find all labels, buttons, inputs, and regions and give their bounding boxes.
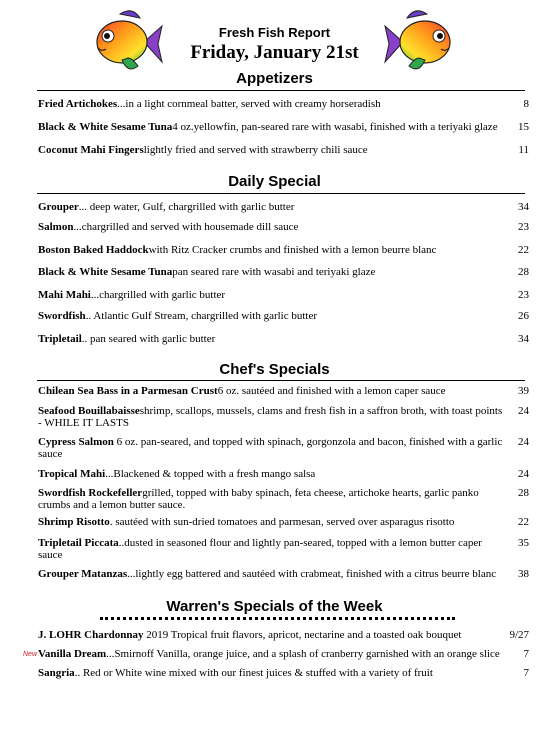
menu-item (38, 221, 508, 233)
menu-item (38, 333, 508, 345)
item-desc: .. Red or White wine mixed with our finest juices & stuffed with a variety of fruit (74, 667, 433, 679)
item-price: 8 (523, 98, 529, 110)
item-price: 24 (518, 405, 529, 417)
item-price: 11 (518, 144, 529, 156)
item-price: 24 (518, 468, 529, 480)
menu-item (38, 310, 508, 322)
menu-item (38, 648, 508, 660)
item-name: Shrimp Risotto (38, 516, 110, 528)
item-name: Salmon (38, 221, 74, 233)
item-desc: ...lightly egg battered and sautéed with crabmeat, finished with a citrus beurre blanc (127, 568, 497, 580)
menu-item (38, 385, 508, 397)
item-price: 38 (518, 568, 529, 580)
item-name: Mahi Mahi (38, 289, 91, 301)
menu-item (38, 487, 508, 511)
section-divider (37, 380, 525, 381)
menu-item (38, 98, 508, 110)
report-title: Fresh Fish Report (218, 25, 331, 40)
menu-item (38, 244, 508, 256)
new-badge: New (23, 651, 38, 658)
item-name: Vanilla Dream (38, 648, 107, 660)
section-title-daily-special: Daily Special (228, 173, 321, 190)
item-price: 28 (518, 487, 529, 499)
item-desc: 4 oz.yellowfin, pan-seared rare with wasabi, finished with a teriyaki glaze (172, 121, 498, 133)
section-title-appetizers: Appetizers (236, 70, 313, 87)
item-desc: pan seared rare with wasabi and teriyaki glaze (172, 266, 376, 278)
item-price: 7 (523, 667, 529, 679)
menu-item (38, 667, 508, 679)
menu-item (38, 436, 508, 460)
item-name: Grouper (38, 201, 79, 213)
item-name: Grouper Matanzas (38, 568, 128, 580)
item-price: 28 (518, 266, 529, 278)
item-desc: ...Smirnoff Vanilla, orange juice, and a splash of cranberry garnished with an orange slice (106, 648, 500, 660)
item-desc: .. pan seared with garlic butter (81, 333, 216, 345)
report-date: Friday, January 21st (190, 42, 359, 63)
item-name: Black & White Sesame Tuna (38, 266, 173, 278)
section-title-warrens-specials: Warren's Specials of the Week (166, 598, 383, 615)
item-name: Boston Baked Haddock (38, 244, 149, 256)
item-name: Fried Artichokes (38, 98, 118, 110)
item-desc: 6 oz. pan-seared, and topped with spinach, gorgonzola and bacon, finished with a garlic sauce (38, 436, 503, 460)
item-desc: lightly fried and served with strawberry chili sauce (143, 144, 368, 156)
item-name: Sangria (38, 667, 75, 679)
item-desc: 2019 Tropical fruit flavors, apricot, nectarine and a toasted oak bouquet (143, 629, 462, 641)
item-price: 39 (518, 385, 529, 397)
menu-item (38, 568, 508, 580)
item-desc: shrimp, scallops, mussels, clams and fresh fish in a saffron broth, with toast points - WHILE IT LASTS (38, 405, 503, 429)
item-price: 34 (518, 201, 529, 213)
menu-item (38, 405, 508, 429)
item-name: Tropical Mahi (38, 468, 106, 480)
item-desc: .. Atlantic Gulf Stream, chargrilled with garlic butter (85, 310, 318, 322)
item-price: 22 (518, 516, 529, 528)
section-title-chefs-specials: Chef's Specials (219, 361, 330, 378)
item-desc: 6 oz. sautéed and finished with a lemon caper sauce (217, 385, 446, 397)
item-desc: grilled, topped with baby spinach, feta cheese, artichoke hearts, garlic panko crumbs and a lemon butter sauce. (38, 487, 479, 511)
item-name: J. LOHR Chardonnay (38, 629, 144, 641)
item-desc: ..dusted in seasoned flour and lightly pan-seared, topped with a lemon butter caper sauce (38, 537, 482, 561)
item-price: 9/27 (509, 629, 529, 641)
item-price: 23 (518, 289, 529, 301)
menu-item (38, 144, 508, 156)
item-name: Coconut Mahi Fingers (38, 144, 144, 156)
item-desc: with Ritz Cracker crumbs and finished with a lemon beurre blanc (148, 244, 437, 256)
item-name: Tripletail (38, 333, 82, 345)
item-desc: ...in a light cornmeal batter, served with creamy horseradish (117, 98, 381, 110)
item-price: 26 (518, 310, 529, 322)
item-desc: ...chargrilled with garlic butter (90, 289, 226, 301)
item-name: Cypress Salmon (38, 436, 114, 448)
menu-item (38, 201, 508, 213)
item-price: 35 (518, 537, 529, 549)
item-price: 7 (523, 648, 529, 660)
section-divider (37, 193, 525, 194)
menu-item (38, 289, 508, 301)
item-name: Swordfish (38, 310, 86, 322)
item-desc: ...Blackened & topped with a fresh mango salsa (105, 468, 316, 480)
section-divider (37, 90, 525, 91)
menu-item (38, 537, 508, 561)
item-desc: . sautéed with sun-dried tomatoes and parmesan, served over asparagus risotto (109, 516, 455, 528)
menu-item (38, 266, 508, 278)
menu-item (38, 629, 508, 641)
item-price: 34 (518, 333, 529, 345)
menu-item (38, 121, 508, 133)
item-price: 15 (518, 121, 529, 133)
dotted-divider (100, 617, 455, 620)
item-name: Seafood Bouillabaisse (38, 405, 140, 417)
item-desc: ...chargrilled and served with housemade dill sauce (73, 221, 299, 233)
item-price: 23 (518, 221, 529, 233)
item-name: Chilean Sea Bass in a Parmesan Crust (38, 385, 218, 397)
item-price: 22 (518, 244, 529, 256)
item-name: Swordfish Rockefeller (38, 487, 143, 499)
menu-item (38, 468, 508, 480)
item-name: Tripletail Piccata (38, 537, 119, 549)
item-price: 24 (518, 436, 529, 448)
menu-item (38, 516, 508, 528)
item-name: Black & White Sesame Tuna (38, 121, 173, 133)
item-desc: ... deep water, Gulf, chargrilled with garlic butter (78, 201, 295, 213)
